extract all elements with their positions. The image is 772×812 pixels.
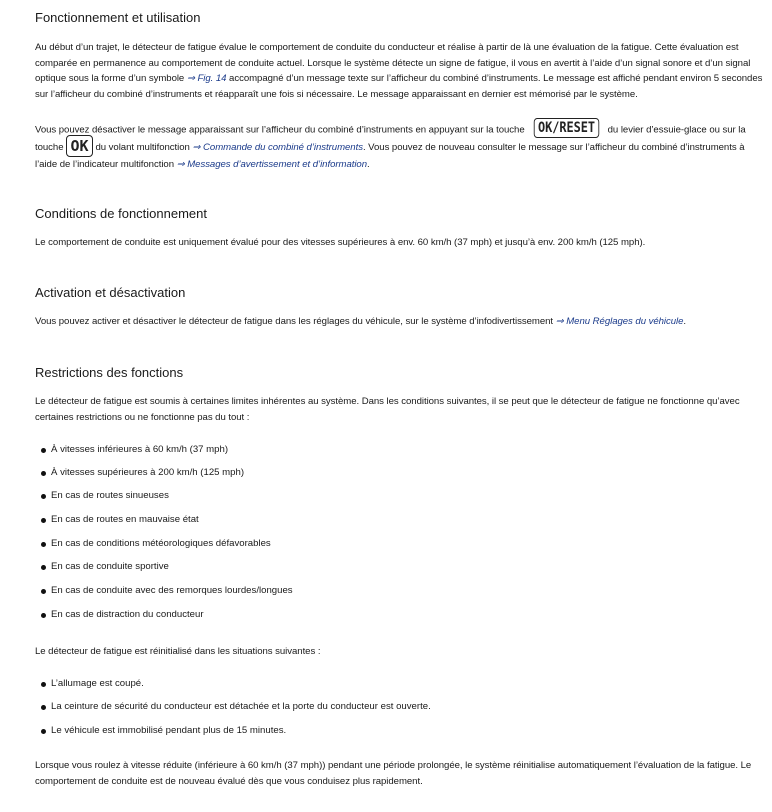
link-menu-reglages[interactable]: ⇒ Menu Réglages du véhicule [555,316,684,327]
link-messages-avertissement[interactable]: ⇒ Messages d’avertissement et d’information [176,159,367,171]
paragraph-fonctionnement-1 [35,40,768,102]
link-commande-combine[interactable]: ⇒ Commande du combiné d’instruments [192,142,363,154]
paragraph-activation [35,314,768,330]
section-title-fonctionnement: Fonctionnement et utilisation [35,10,201,25]
list-item: La ceinture de sécurité du conducteur est détachée et la porte du conducteur est ouverte. [35,701,431,713]
list-item: En cas de routes en mauvaise état [35,514,199,526]
ok-reset-key-icon: OK/RESET [533,118,598,138]
list-item: À vitesses inférieures à 60 km/h (37 mph) [35,444,228,456]
paragraph-fonctionnement-2 [35,122,768,173]
section-title-conditions: Conditions de fonctionnement [35,206,208,221]
paragraph-conditions: Le comportement de conduite est uniquement évalué pour des vitesses supérieures à env. 60 km/h (37 mph) et jusqu’à env. 200 km/h (125 mph). [35,237,646,248]
link-fig-14[interactable]: ⇒ Fig. 14 [186,73,227,84]
list-item: Le véhicule est immobilisé pendant plus de 15 minutes. [35,725,286,737]
list-item: En cas de conduite sportive [35,561,169,573]
paragraph-reset-intro: Le détecteur de fatigue est réinitialisé dans les situations suivantes : [35,646,321,657]
text: . Vous pouvez de nouveau consulter le message sur l’afficheur du combiné d’instruments à l’aide de l’indicateur multifonction [35,142,745,171]
text: . [683,316,687,327]
text: Au début d’un trajet, le détecteur de fatigue évalue le comportement de conduite du conducteur et réalise à partir de là une évaluation de la fatigue. Cette évaluation est comparée en permanence au comportement de conduite actuel. Lorsque le système détecte un signe de fatigue, il vous en avertit à l’aide d’un signal sonore et d’un signal optique sous la forme d’un symbole [35,42,751,84]
list-item: À vitesses supérieures à 200 km/h (125 mph) [35,467,244,479]
paragraph-outro: Lorsque vous roulez à vitesse réduite (inférieure à 60 km/h (37 mph)) pendant une période prolongée, le système réinitialise automatiquement l’évaluation de la fatigue. Le comportement de conduite est de nouveau évalué dès que vous conduisez plus rapidement. [35,760,752,787]
ok-key-icon: OK [66,135,94,157]
section-title-activation: Activation et désactivation [35,285,186,300]
text: du levier d’essuie-glace ou sur la touche [35,124,746,154]
section-title-restrictions: Restrictions des fonctions [35,365,184,380]
list-item: L’allumage est coupé. [35,678,144,690]
text: accompagné d’un message texte sur l’afficheur du combiné d’instruments. Le message est affiché pendant environ 5 secondes sur l’afficheur du combiné d’instruments et réapparaît une fois si nécessaire. Le message apparaissant en dernier est mémorisé par le système. [35,73,763,100]
list-item: En cas de routes sinueuses [35,490,169,502]
paragraph-restrictions-intro: Le détecteur de fatigue est soumis à certaines limites inhérentes au système. Dans les conditions suivantes, il se peut que le détecteur de fatigue ne fonctionne qu’avec certaines restrictions ou ne fonctionne pas du tout : [35,396,740,423]
text: Vous pouvez activer et désactiver le détecteur de fatigue dans les réglages du véhicule, sur le système d’infodivertissement [35,316,556,327]
list-item: En cas de conduite avec des remorques lourdes/longues [35,585,293,597]
list-item: En cas de conditions météorologiques défavorables [35,538,271,550]
list-item: En cas de distraction du conducteur [35,609,204,621]
text: Vous pouvez désactiver le message apparaissant sur l’afficheur du combiné d’instruments en appuyant sur la touche [35,124,525,136]
text: du volant multifonction [95,142,193,154]
text: . [367,159,370,171]
